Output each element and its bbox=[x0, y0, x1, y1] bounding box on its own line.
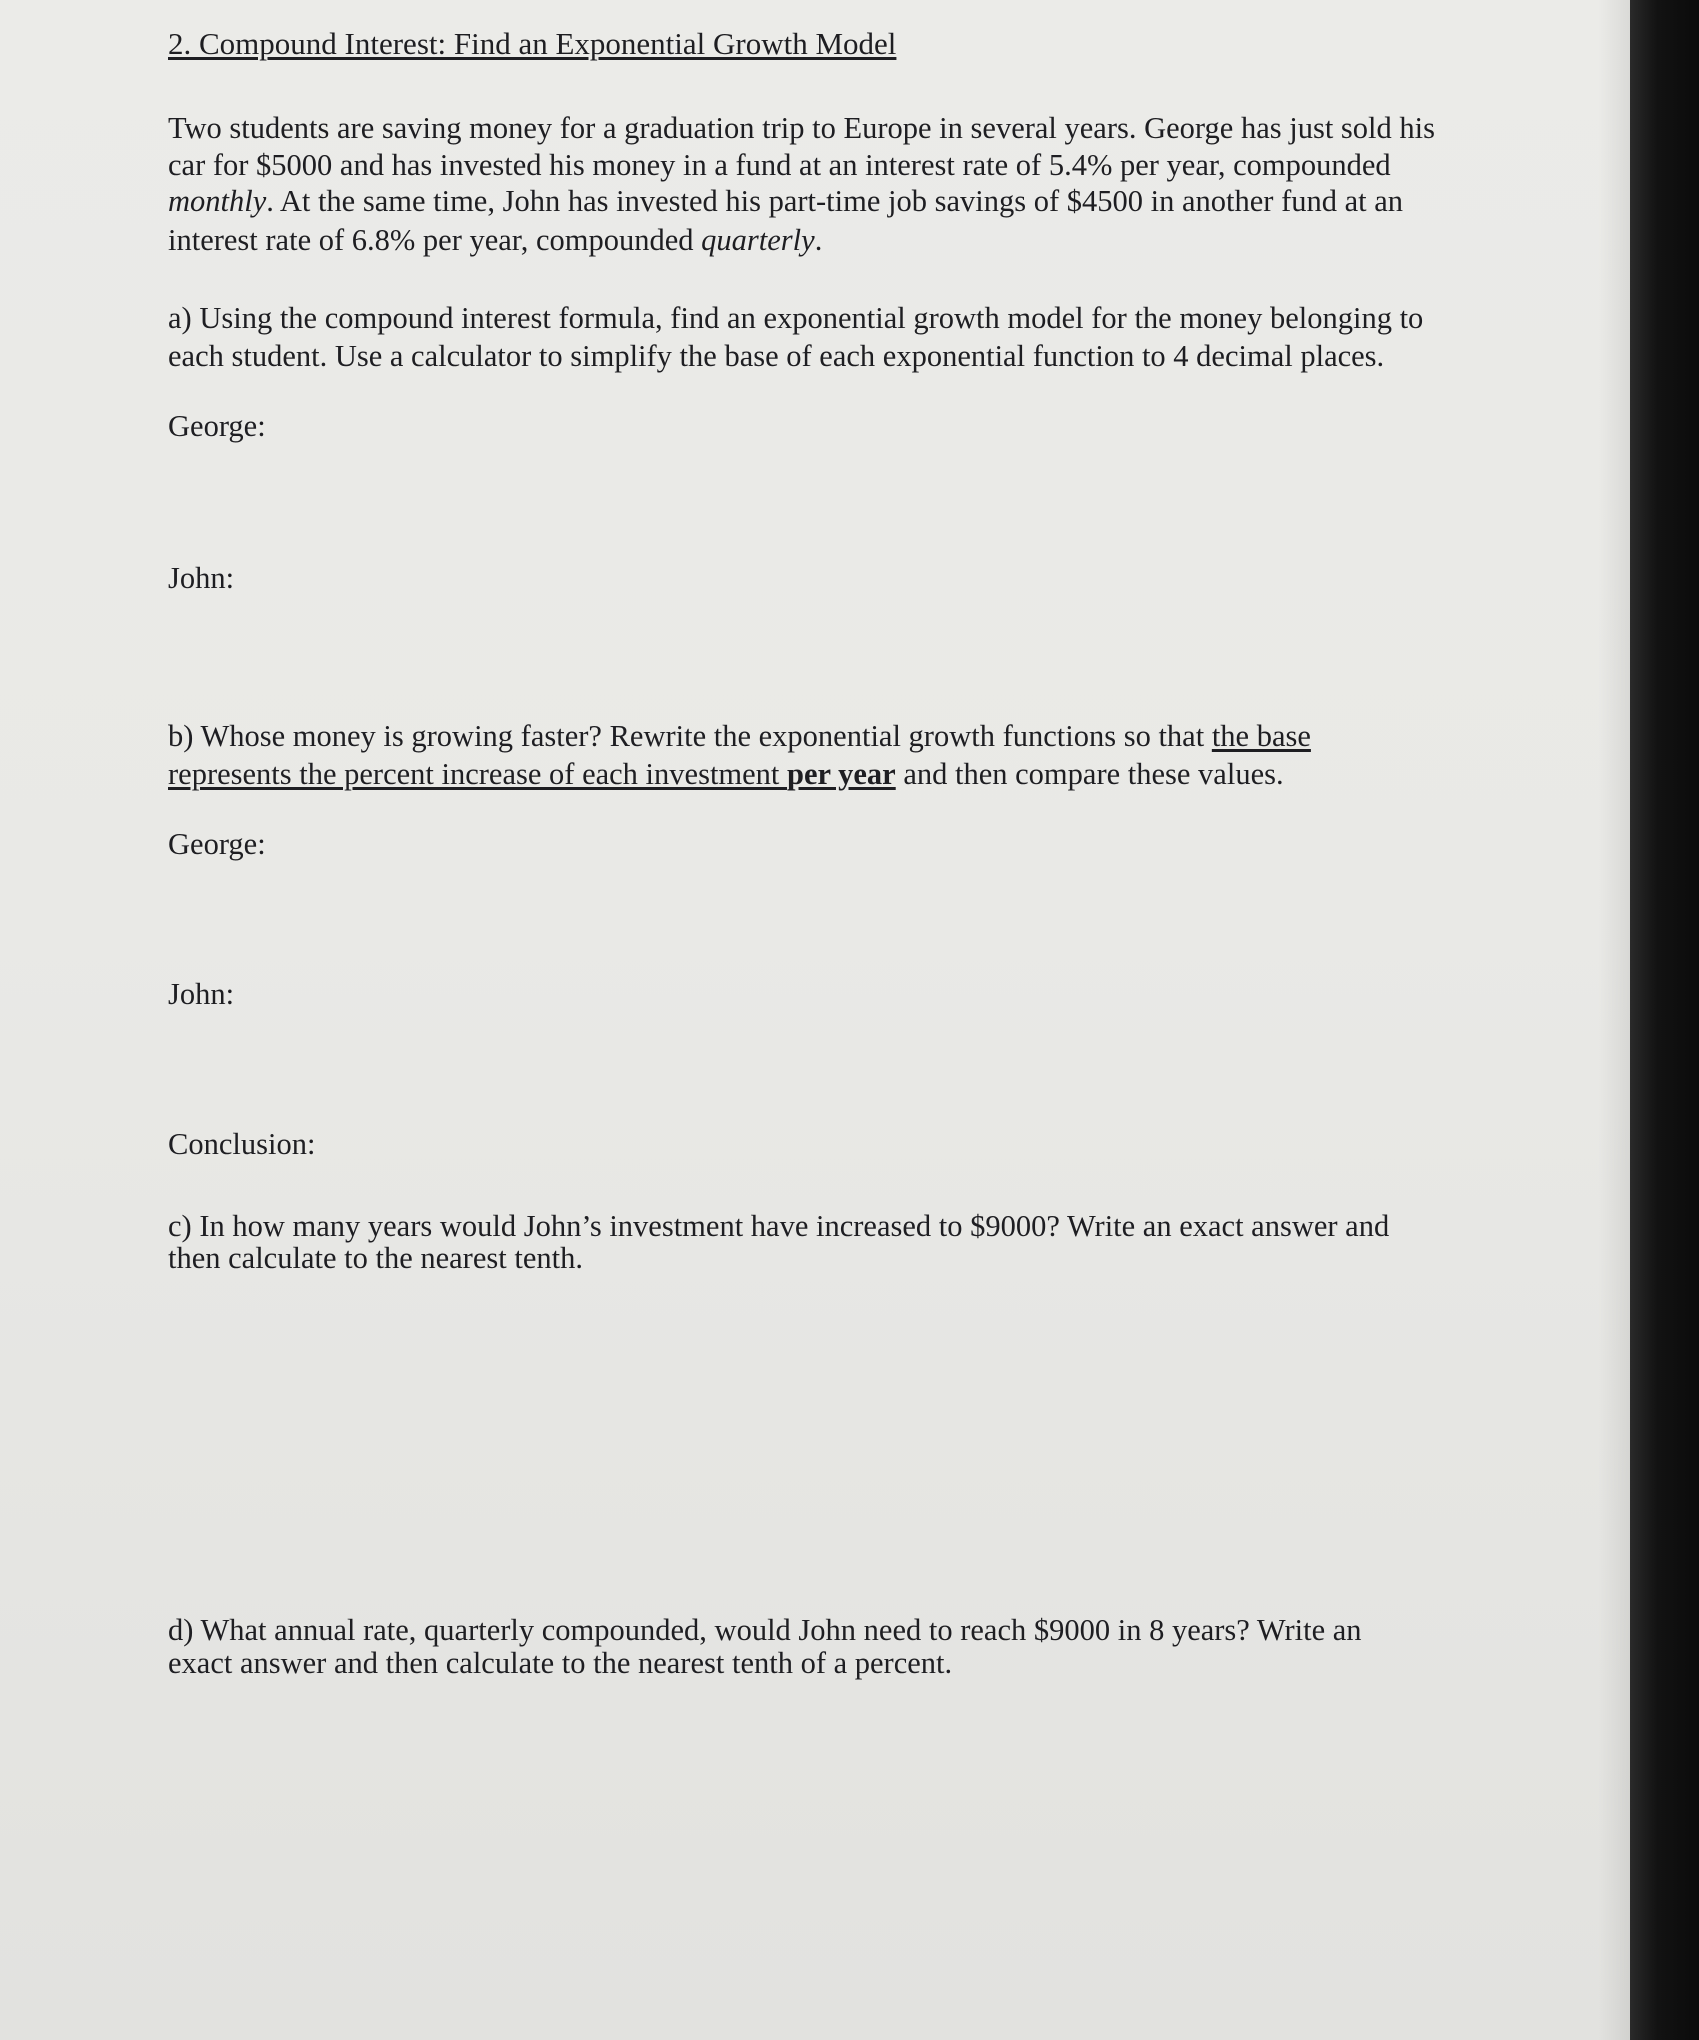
part-b-line-2-post: and then compare these values. bbox=[895, 757, 1284, 791]
part-b-per-year: per year bbox=[787, 757, 896, 791]
part-b-line-1 bbox=[168, 718, 1311, 754]
part-c-line-1: c) In how many years would John’s investment have increased to $9000? Write an exact answer and bbox=[168, 1209, 1390, 1243]
intro-line-4-post: . bbox=[814, 223, 823, 257]
part-a-george-label: George: bbox=[168, 409, 266, 443]
intro-line-3 bbox=[168, 183, 1403, 219]
intro-line-1: Two students are saving money for a graduation trip to Europe in several years. George has just sold his bbox=[168, 111, 1435, 145]
part-b-line-2 bbox=[168, 756, 1284, 792]
part-d-line-1: d) What annual rate, quarterly compounded, would John need to reach $9000 in 8 years? Write an bbox=[168, 1613, 1362, 1647]
part-d-line-2: exact answer and then calculate to the nearest tenth of a percent. bbox=[168, 1646, 953, 1680]
part-c-line-2: then calculate to the nearest tenth. bbox=[168, 1241, 583, 1275]
part-b-george-label: George: bbox=[168, 827, 266, 861]
part-a-john-label: John: bbox=[168, 561, 235, 595]
part-a-line-2: each student. Use a calculator to simplify the base of each exponential function to 4 decimal places. bbox=[168, 339, 1385, 373]
intro-line-4-pre: interest rate of 6.8% per year, compounded bbox=[168, 223, 702, 257]
part-a-line-1: a) Using the compound interest formula, find an exponential growth model for the money belonging to bbox=[168, 301, 1424, 335]
part-b-line-1-pre: b) Whose money is growing faster? Rewrite the exponential growth functions so that bbox=[168, 719, 1212, 753]
intro-line-2: car for $5000 and has invested his money in a fund at an interest rate of 5.4% per year, compounded bbox=[168, 148, 1391, 182]
dark-background-strip bbox=[1630, 0, 1699, 2040]
part-b-conclusion-label: Conclusion: bbox=[168, 1127, 316, 1161]
intro-monthly: monthly bbox=[168, 184, 267, 218]
intro-line-3-rest: . At the same time, John has invested his part-time job savings of $4500 in another fund at an bbox=[266, 184, 1404, 218]
part-b-the-base: the base bbox=[1211, 719, 1311, 753]
part-b-underlined-phrase: represents the percent increase of each investment bbox=[168, 757, 788, 791]
intro-quarterly: quarterly bbox=[701, 223, 815, 257]
problem-title: 2. Compound Interest: Find an Exponential Growth Model bbox=[168, 26, 897, 61]
intro-line-4 bbox=[168, 222, 822, 258]
part-b-john-label: John: bbox=[168, 977, 235, 1011]
